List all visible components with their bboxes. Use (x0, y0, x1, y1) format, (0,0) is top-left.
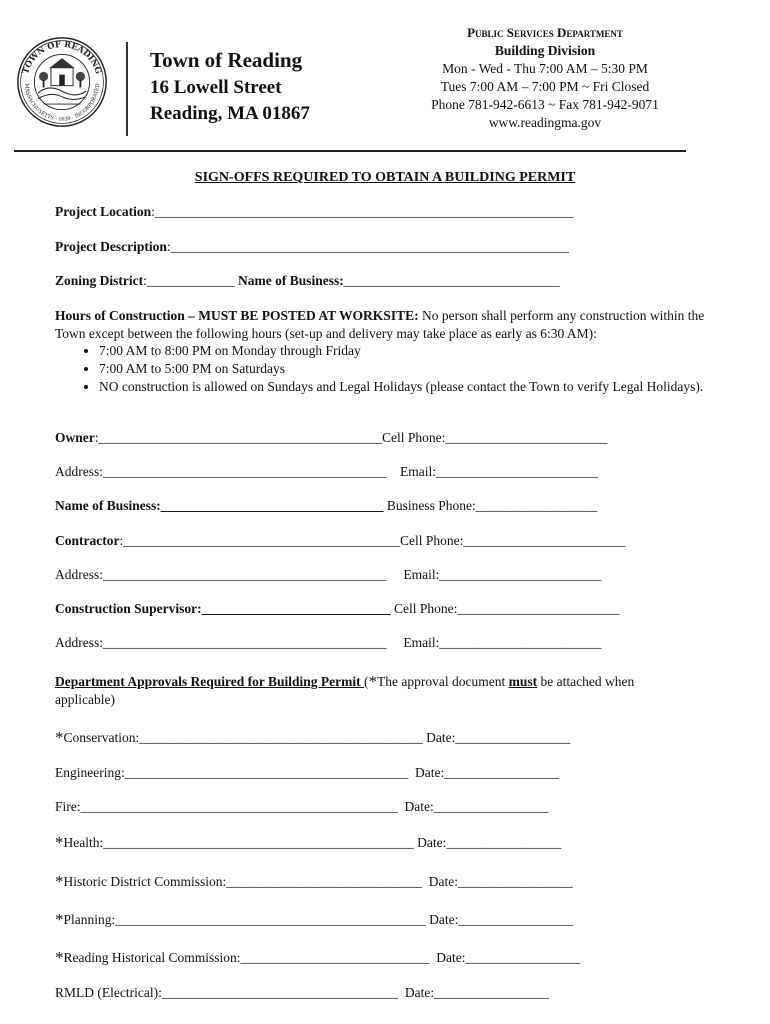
town-address-block (150, 48, 310, 126)
approval-row (55, 797, 549, 817)
required-asterisk: * (55, 910, 64, 929)
supervisor-address-row (55, 635, 601, 651)
approval-label-historic-district-commission: Historic District Commission: (63, 874, 227, 889)
construction-hours-intro: No person shall perform any construction within the Town except between the following hours (set-up and delivery may take place as early as 6:30 AM): (55, 308, 705, 341)
business-row (55, 498, 597, 514)
department-name: Public Services Department (467, 25, 623, 40)
supervisor-address[interactable]: Address:__________________________________________ (55, 635, 387, 650)
approval-signature-blank[interactable]: ____________________________ (240, 950, 430, 965)
required-asterisk: * (55, 833, 64, 852)
contractor-row (55, 533, 625, 549)
approval-signature-blank[interactable]: __________________________________________ (124, 765, 409, 780)
contractor-label: Contractor (55, 533, 120, 548)
approval-row (55, 728, 570, 748)
project-description-label: Project Description (55, 239, 167, 254)
zoning-district-label: Zoning District (55, 273, 144, 288)
approvals-note-must: must (508, 674, 538, 689)
approvals-note-asterisk: * (368, 672, 378, 691)
construction-hours-paragraph (55, 307, 705, 343)
contractor-address[interactable]: Address:__________________________________________ (55, 567, 387, 582)
approval-row (55, 948, 580, 968)
business-name-label: Name of Business: (238, 273, 344, 288)
header-divider (126, 42, 128, 136)
zoning-business-row (55, 273, 560, 289)
approval-row (55, 872, 573, 892)
approval-date-blank[interactable]: Date:_________________ (408, 765, 559, 780)
approval-row (55, 763, 559, 783)
contractor-email[interactable]: Email:________________________ (386, 567, 602, 582)
approval-date-blank[interactable]: Date:_________________ (429, 950, 581, 965)
approval-label-engineering: Engineering: (55, 765, 125, 780)
hours-item-sunday-holiday: • NO construction is allowed on Sundays and Legal Holidays (please contact the Town to verify Legal Holidays). (99, 378, 719, 396)
business-name-blank[interactable]: ________________________________ (343, 273, 560, 288)
town-seal-logo (16, 36, 108, 128)
approval-signature-blank[interactable]: ______________________________________________ (103, 835, 414, 850)
approval-row (55, 983, 549, 1003)
project-location-blank[interactable]: :______________________________________________________________ (151, 204, 574, 219)
approval-date-blank[interactable]: Date:_________________ (398, 985, 549, 1000)
approval-label-reading-historical-commission: Reading Historical Commission: (63, 950, 241, 965)
street-address: 16 Lowell Street (150, 77, 282, 99)
project-description-field[interactable] (55, 239, 569, 255)
required-asterisk: * (55, 948, 64, 967)
project-location-label: Project Location (55, 204, 152, 219)
approval-signature-blank[interactable]: _____________________________ (226, 874, 423, 889)
zoning-district-blank[interactable]: :_____________ (143, 273, 239, 288)
approval-label-conservation: Conservation: (63, 730, 140, 745)
required-asterisk: * (55, 728, 64, 747)
business-blank[interactable]: _________________________________ (160, 498, 384, 513)
owner-row (55, 430, 607, 446)
header-rule (14, 150, 686, 152)
contractor-cell-phone[interactable]: Cell Phone:________________________ (400, 533, 626, 548)
office-hours-2: Tues 7:00 AM – 7:00 PM ~ Fri Closed (440, 79, 650, 94)
approval-date-blank[interactable]: Date:_________________ (397, 799, 549, 814)
construction-hours-list (55, 342, 719, 396)
approval-signature-blank[interactable]: _______________________________________________ (80, 799, 398, 814)
business-label: Name of Business: (55, 498, 161, 513)
approval-signature-blank[interactable]: __________________________________________ (139, 730, 423, 745)
supervisor-cell-phone[interactable]: Cell Phone:________________________ (390, 601, 620, 616)
contractor-blank[interactable]: :_________________________________________ (119, 533, 400, 548)
approval-label-rmld-electrical: RMLD (Electrical): (55, 985, 162, 1000)
city-state-zip: Reading, MA 01867 (150, 102, 310, 124)
project-location-field[interactable] (55, 204, 573, 220)
approvals-heading-block (55, 673, 705, 709)
approval-row (55, 833, 561, 853)
approvals-heading: Department Approvals Required for Building Permit (55, 674, 365, 689)
business-phone[interactable]: Business Phone:__________________ (383, 498, 598, 513)
office-hours-1: Mon - Wed - Thu 7:00 AM – 5:30 PM (442, 61, 648, 76)
approval-date-blank[interactable]: Date:_________________ (425, 912, 574, 927)
owner-label: Owner (55, 430, 95, 445)
approvals-note-open: ( (364, 674, 369, 689)
approval-label-planning: Planning: (63, 912, 116, 927)
form-title: SIGN-OFFS REQUIRED TO OBTAIN A BUILDING PERMIT (194, 170, 576, 185)
department-info (400, 24, 690, 132)
owner-address-row (55, 464, 598, 480)
approvals-note-rest: be attached when (537, 674, 635, 689)
svg-text:MASSACHUSETTS · 1639 · INCORPO: MASSACHUSETTS · 1639 · INCORPORATED (23, 83, 101, 123)
approval-row (55, 910, 573, 930)
supervisor-email[interactable]: Email:________________________ (386, 635, 602, 650)
hours-item-saturday: • 7:00 AM to 5:00 PM on Saturdays (99, 360, 719, 378)
phone-fax: Phone 781-942-6613 ~ Fax 781-942-9071 (431, 97, 659, 112)
owner-blank[interactable]: :__________________________________________ (94, 430, 383, 445)
approval-date-blank[interactable]: Date:_________________ (422, 874, 573, 889)
approval-label-health: Health: (63, 835, 104, 850)
contractor-address-row (55, 567, 601, 583)
svg-text:TOWN OF READING: TOWN OF READING (20, 38, 104, 76)
division-name: Building Division (494, 43, 596, 58)
approvals-note-line2: applicable) (55, 692, 115, 707)
owner-email[interactable]: Email:________________________ (386, 464, 598, 479)
town-name: Town of Reading (150, 48, 303, 72)
supervisor-row (55, 601, 619, 617)
owner-address[interactable]: Address:__________________________________________ (55, 464, 387, 479)
construction-hours-heading: Hours of Construction – MUST BE POSTED AT WORKSITE: (55, 308, 419, 323)
approval-signature-blank[interactable]: ___________________________________ (161, 985, 399, 1000)
owner-cell-phone[interactable]: Cell Phone:________________________ (382, 430, 608, 445)
approval-date-blank[interactable]: Date:_________________ (413, 835, 562, 850)
supervisor-blank[interactable]: ____________________________ (201, 601, 391, 616)
website[interactable]: www.readingma.gov (488, 115, 602, 130)
approval-date-blank[interactable]: Date:_________________ (422, 730, 571, 745)
approval-label-fire: Fire: (55, 799, 81, 814)
required-asterisk: * (55, 872, 64, 891)
approvals-note-text: The approval document (377, 674, 509, 689)
project-description-blank[interactable]: :___________________________________________________________ (166, 239, 569, 254)
approval-signature-blank[interactable]: ______________________________________________ (115, 912, 426, 927)
supervisor-label: Construction Supervisor: (55, 601, 202, 616)
hours-item-weekday: • 7:00 AM to 8:00 PM on Monday through Friday (99, 342, 719, 360)
